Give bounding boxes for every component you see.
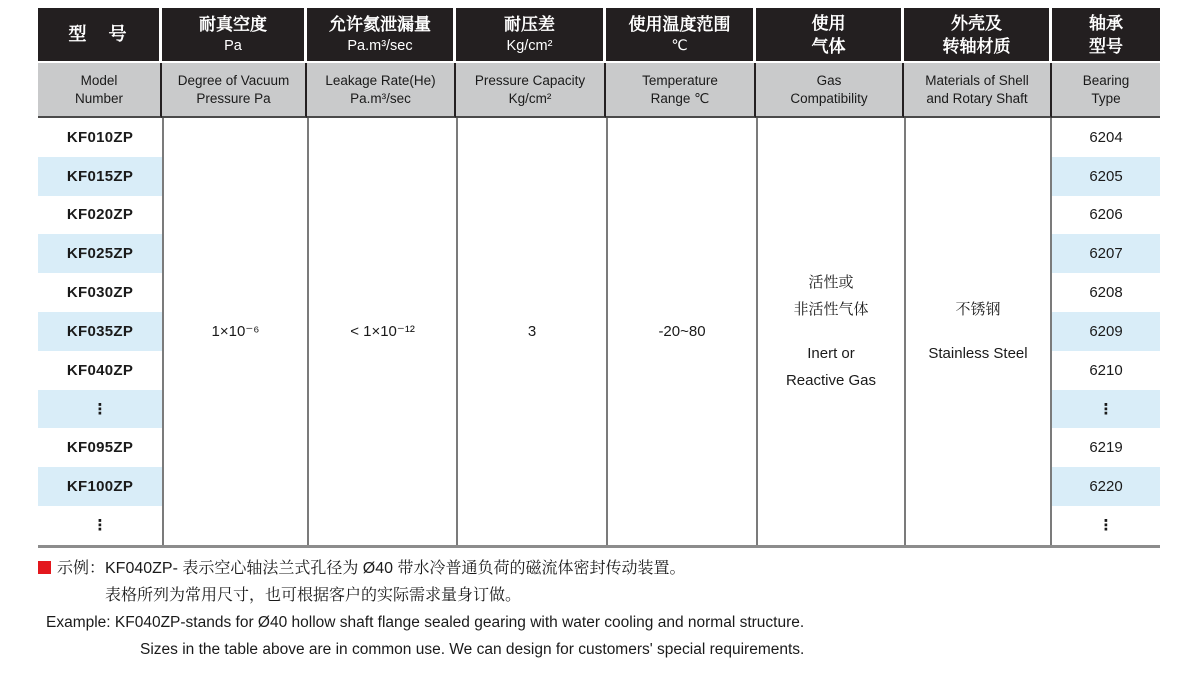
footer-notes (38, 555, 1198, 663)
header-zh-leakage (307, 8, 456, 63)
header-zh-vacuum (162, 8, 307, 63)
model-cell: KF095ZP (38, 428, 162, 467)
header-zh-temperature-unit: ℃ (671, 38, 688, 54)
header-zh-pressure (456, 8, 606, 63)
header-zh-leakage-text: 允许氦泄漏量 (329, 15, 431, 34)
gas-en-line2: Reactive Gas (785, 371, 877, 389)
ellipsis-cell: ⋮ (38, 390, 162, 429)
header-en-pressure-line1: Pressure Capacity (474, 72, 586, 88)
bearing-cell: 6219 (1052, 428, 1160, 467)
header-en-gas-line1: Gas (816, 72, 842, 88)
bearing-cell: 6220 (1052, 467, 1160, 506)
header-zh-pressure-unit: Kg/cm² (506, 38, 553, 54)
header-en-pressure (456, 63, 606, 118)
bearing-cell: 6210 (1052, 351, 1160, 390)
header-en-leakage-line2: Pa.m³/sec (350, 90, 411, 106)
header-en-model-line2: Number (74, 90, 123, 106)
temperature-value: -20~80 (658, 322, 706, 340)
header-zh-bearing-line1: 轴承 (1089, 13, 1123, 33)
header-zh-vacuum-unit: Pa (224, 38, 242, 54)
header-en-vacuum (162, 63, 307, 118)
model-cell: KF030ZP (38, 273, 162, 312)
header-en-model (38, 63, 162, 118)
header-zh-model (38, 8, 162, 63)
header-zh-gas (756, 8, 904, 63)
column-gas (756, 8, 904, 545)
model-cell: KF025ZP (38, 234, 162, 273)
header-zh-pressure-text: 耐压差 (504, 15, 555, 34)
bearing-cell: 6204 (1052, 118, 1160, 157)
header-en-gas (756, 63, 904, 118)
header-zh-gas-line1: 使用 (811, 13, 846, 33)
column-model (38, 8, 162, 545)
note-line-zh-1 (38, 555, 1198, 582)
header-en-materials-line2: and Rotary Shaft (926, 90, 1028, 106)
header-zh-model-text: 型 号 (68, 24, 129, 44)
leakage-value: < 1×10⁻¹² (350, 322, 415, 340)
header-en-leakage-line1: Leakage Rate(He) (325, 72, 436, 88)
ellipsis-cell: ⋮ (1052, 506, 1160, 545)
gas-zh-line1: 活性或 (808, 273, 854, 291)
spec-table (38, 8, 1160, 548)
material-en: Stainless Steel (928, 344, 1028, 362)
model-cell: KF015ZP (38, 157, 162, 196)
gas-en-line1: Inert or (807, 344, 855, 362)
gas-zh-line2: 非活性气体 (793, 300, 869, 318)
bearing-cell: 6205 (1052, 157, 1160, 196)
header-zh-gas-line2: 气体 (811, 36, 846, 56)
red-square-bullet-icon (38, 561, 51, 574)
header-en-bearing-line1: Bearing (1082, 72, 1130, 88)
header-en-materials (904, 63, 1052, 118)
note-line-zh-2: 表格所列为常用尺寸，也可根据客户的实际需求量身订做。 (105, 586, 522, 604)
material-zh: 不锈钢 (955, 300, 1001, 318)
header-en-temperature (606, 63, 756, 118)
pressure-value-cell (456, 118, 606, 545)
header-en-vacuum-line1: Degree of Vacuum (177, 72, 290, 88)
bearing-cell: 6209 (1052, 312, 1160, 351)
header-en-gas-line2: Compatibility (790, 90, 868, 106)
model-cell: KF040ZP (38, 351, 162, 390)
model-cell: KF100ZP (38, 467, 162, 506)
header-en-leakage (307, 63, 456, 118)
column-pressure (456, 8, 606, 545)
column-temperature (606, 8, 756, 545)
leakage-value-cell (307, 118, 456, 545)
column-bearing (1052, 8, 1160, 545)
header-zh-materials-line1: 外壳及 (951, 13, 1002, 33)
header-zh-temperature-text: 使用温度范围 (628, 15, 731, 34)
header-zh-bearing-line2: 型号 (1089, 36, 1123, 56)
header-en-vacuum-line2: Pressure Pa (196, 90, 271, 106)
header-zh-vacuum-text: 耐真空度 (199, 15, 267, 34)
bearing-cell: 6207 (1052, 234, 1160, 273)
column-vacuum (162, 8, 307, 545)
ellipsis-cell: ⋮ (1052, 390, 1160, 429)
vacuum-value-cell (162, 118, 307, 545)
header-zh-temperature (606, 8, 756, 63)
column-materials (904, 8, 1052, 545)
model-cell: KF010ZP (38, 118, 162, 157)
header-en-temperature-line2: Range ℃ (650, 90, 710, 106)
bearing-cell: 6206 (1052, 196, 1160, 235)
header-zh-materials (904, 8, 1052, 63)
model-column-body (38, 118, 162, 545)
vacuum-value: 1×10⁻⁶ (211, 322, 260, 340)
bearing-cell: 6208 (1052, 273, 1160, 312)
header-en-model-line1: Model (80, 72, 118, 88)
note-zh-1-text: 示例：KF040ZP- 表示空心轴法兰式孔径为 Ø40 带水冷普通负荷的磁流体密封传动装置。 (57, 559, 686, 577)
materials-value-cell (904, 118, 1052, 545)
pressure-value: 3 (527, 322, 537, 340)
model-cell: KF020ZP (38, 196, 162, 235)
temperature-value-cell (606, 118, 756, 545)
gas-value-cell (756, 118, 904, 545)
column-leakage (307, 8, 456, 545)
header-en-materials-line1: Materials of Shell (925, 72, 1029, 88)
ellipsis-cell: ⋮ (38, 506, 162, 545)
header-zh-leakage-unit: Pa.m³/sec (347, 38, 413, 54)
model-cell: KF035ZP (38, 312, 162, 351)
note-line-en-1: Example: KF040ZP-stands for Ø40 hollow shaft flange sealed gearing with water cooling and normal structure. (46, 613, 805, 631)
header-en-temperature-line1: Temperature (642, 72, 718, 88)
note-line-en-2: Sizes in the table above are in common use. We can design for customers' special requirements. (140, 640, 805, 658)
header-en-pressure-line2: Kg/cm² (508, 90, 552, 106)
header-en-bearing (1052, 63, 1160, 118)
header-en-bearing-line2: Type (1091, 90, 1121, 106)
bearing-column-body (1052, 118, 1160, 545)
header-zh-bearing (1052, 8, 1160, 63)
header-zh-materials-line2: 转轴材质 (942, 36, 1011, 56)
